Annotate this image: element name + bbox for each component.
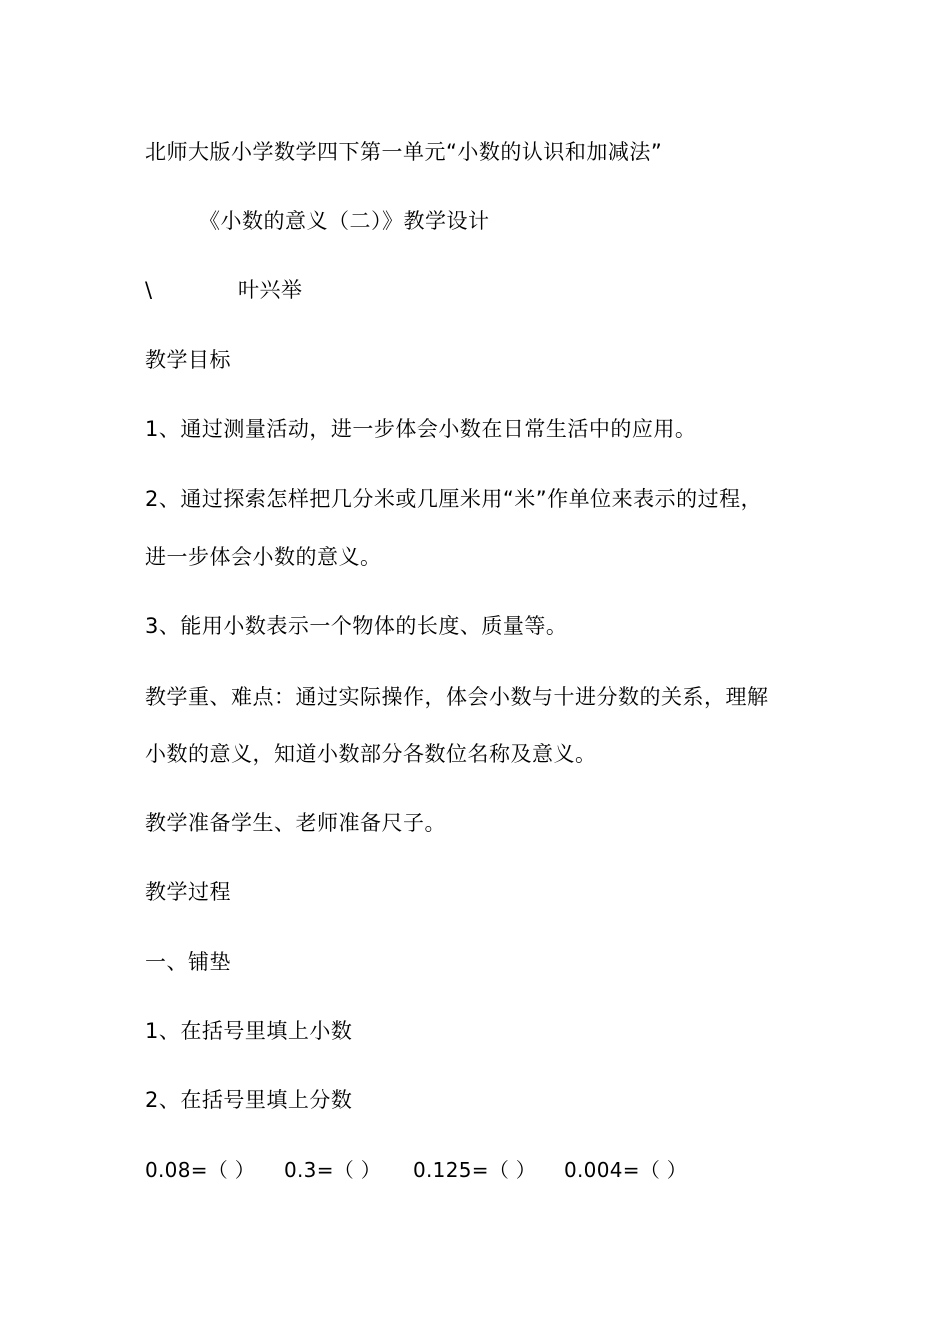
author-mark: \: [145, 278, 153, 302]
objectives-heading: 教学目标: [145, 348, 231, 372]
objective-2-line-2: 进一步体会小数的意义。: [145, 545, 382, 569]
process-heading: 教学过程: [145, 880, 231, 904]
equation-2: 0.3=（ ）: [284, 1158, 382, 1182]
preparation: 教学准备学生、老师准备尺子。: [145, 811, 446, 835]
equation-3: 0.125=（ ）: [413, 1158, 537, 1182]
key-points-line-2: 小数的意义，知道小数部分各数位名称及意义。: [145, 742, 597, 766]
equation-4: 0.004=（ ）: [564, 1158, 688, 1182]
header-line: 北师大版小学数学四下第一单元“小数的认识和加减法”: [145, 140, 663, 164]
objective-2-line-1: 2、通过探索怎样把几分米或几厘米用“米”作单位来表示的过程，: [145, 487, 763, 511]
objective-1: 1、通过测量活动，进一步体会小数在日常生活中的应用。: [145, 417, 697, 441]
author-name: 叶兴举: [238, 278, 303, 302]
step-2: 2、在括号里填上分数: [145, 1088, 353, 1112]
objective-3: 3、能用小数表示一个物体的长度、质量等。: [145, 614, 568, 638]
key-points-line-1: 教学重、难点：通过实际操作，体会小数与十进分数的关系，理解: [145, 685, 769, 709]
document-title: 《小数的意义（二）》教学设计: [199, 209, 490, 233]
step-1: 1、在括号里填上小数: [145, 1019, 353, 1043]
equation-1: 0.08=（ ）: [145, 1158, 256, 1182]
section-1-heading: 一、铺垫: [145, 950, 231, 974]
